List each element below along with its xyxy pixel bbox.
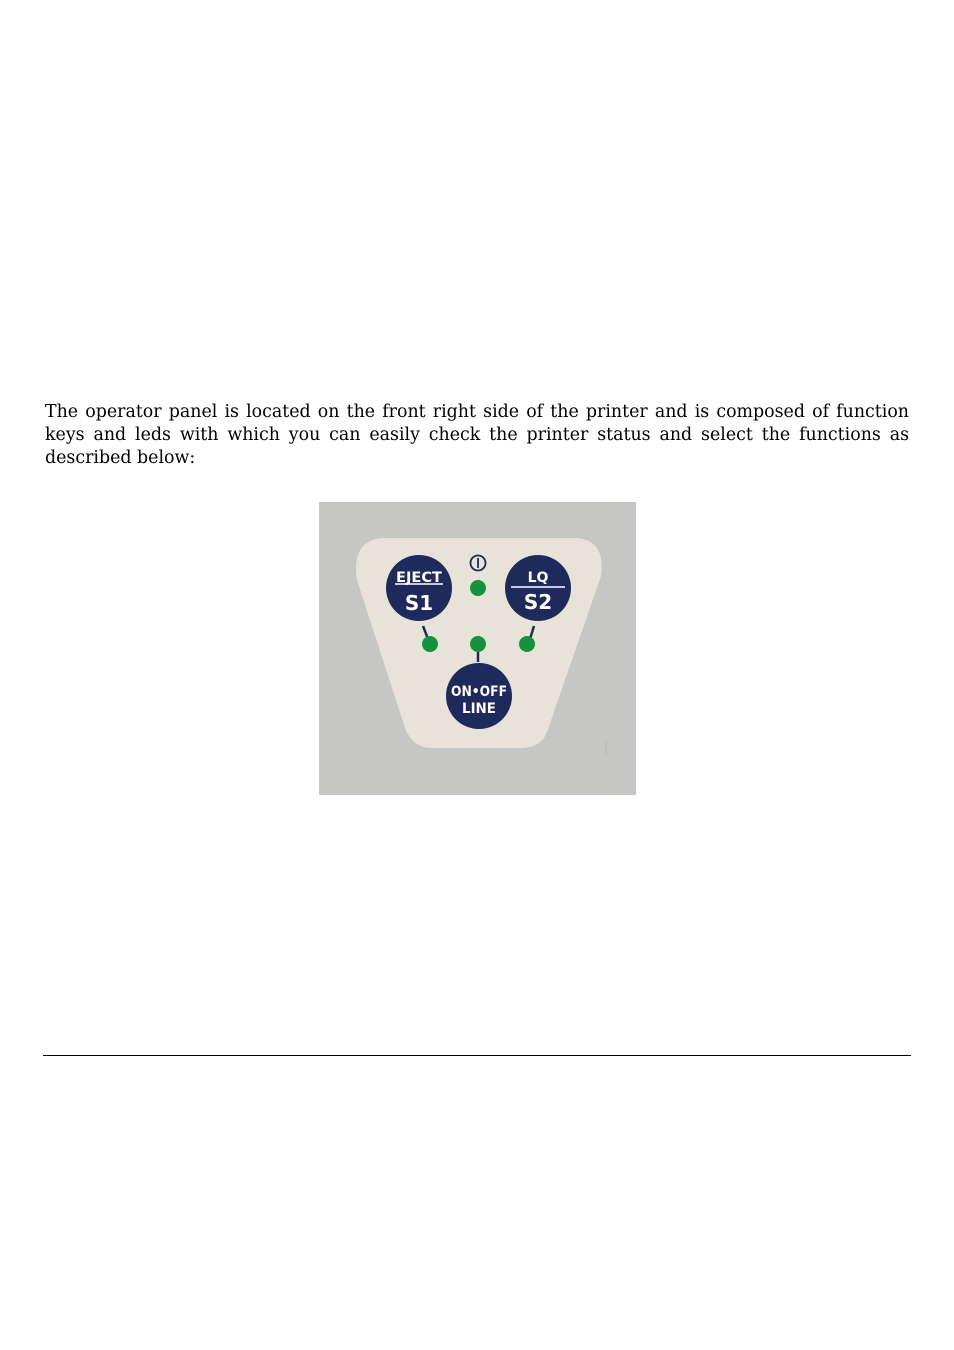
lq-s2-key[interactable] [505, 555, 571, 621]
online-led [470, 636, 486, 652]
lq-led [519, 636, 535, 652]
lq-label: LQ [527, 570, 549, 586]
operator-panel-illustration [319, 502, 636, 795]
eject-led [422, 636, 438, 652]
footer-divider [43, 1055, 911, 1056]
s1-label: S1 [404, 591, 434, 615]
eject-label: EJECT [396, 570, 443, 586]
eject-s1-key[interactable] [386, 555, 452, 621]
operator-panel-figure [319, 502, 636, 795]
online-key[interactable] [446, 663, 512, 729]
s2-label: S2 [523, 590, 553, 614]
power-led [470, 580, 486, 596]
intro-paragraph: The operator panel is located on the front right side of the printer and is composed of function keys and leds with which you can easily check the printer status and select the functions as described below: [45, 402, 909, 468]
on-off-label: ON•OFF [451, 684, 507, 700]
line-label: LINE [462, 701, 496, 717]
